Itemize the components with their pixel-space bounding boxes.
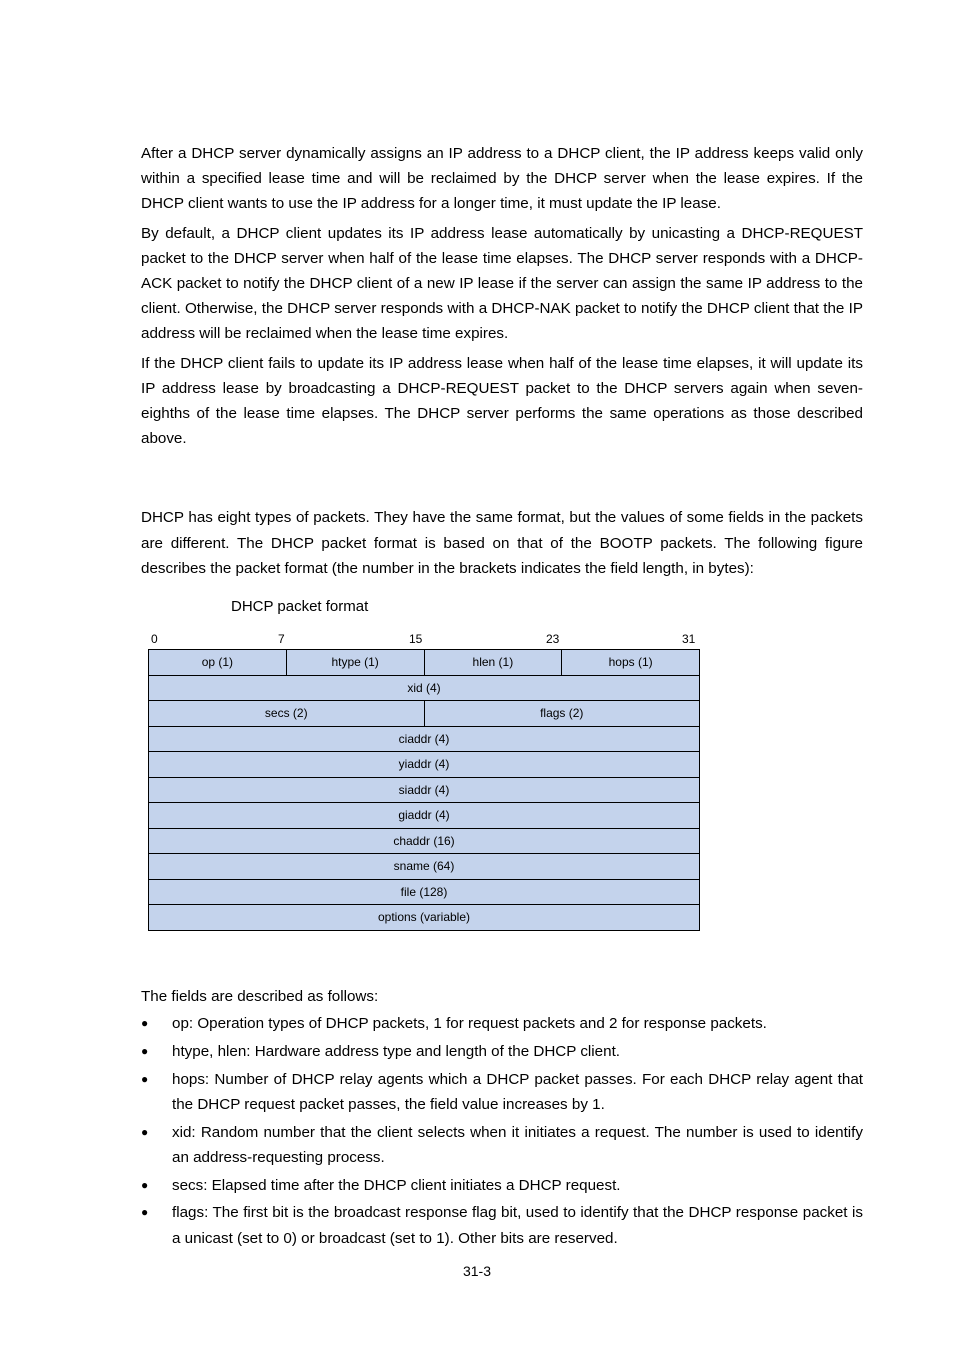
list-item-text: secs: Elapsed time after the DHCP client initiates a DHCP request. <box>172 1176 621 1194</box>
field-secs: secs (2) <box>149 701 424 726</box>
list-item-text: op: Operation types of DHCP packets, 1 for request packets and 2 for response packets. <box>172 1015 767 1032</box>
packet-row <box>149 676 699 702</box>
bullet-icon: ● <box>141 1205 149 1220</box>
bit-label: 7 <box>278 632 285 646</box>
field-siaddr: siaddr (4) <box>149 778 699 803</box>
bit-label: 15 <box>409 632 423 646</box>
bit-label: 31 <box>682 632 696 646</box>
list-item <box>141 1067 863 1117</box>
page-number: 31-3 <box>462 1263 492 1279</box>
list-item <box>141 1173 863 1198</box>
bit-label: 0 <box>151 632 158 646</box>
packet-row <box>149 701 699 727</box>
paragraph-lease-rebinding: If the DHCP client fails to update its IP address lease when half of the lease time elapses, it will update its IP address lease by broadcasting a DHCP-REQUEST packet to the DHCP servers again when seven-eighths of the lease time elapses. The DHCP server performs the same operations as those described above. <box>141 354 863 448</box>
packet-row <box>149 727 699 753</box>
bit-label: 23 <box>546 632 560 646</box>
packet-format-diagram <box>148 649 700 931</box>
field-yiaddr: yiaddr (4) <box>149 752 699 777</box>
field-ciaddr: ciaddr (4) <box>149 727 699 752</box>
bullet-icon: ● <box>141 1124 149 1139</box>
field-file: file (128) <box>149 880 699 905</box>
figure-title: DHCP packet format <box>231 598 369 615</box>
list-item <box>141 1200 863 1250</box>
list-item <box>141 1039 863 1064</box>
packet-row <box>149 829 699 855</box>
packet-row <box>149 650 699 676</box>
packet-row <box>149 752 699 778</box>
field-hlen: hlen (1) <box>424 650 562 675</box>
packet-row <box>149 905 699 931</box>
field-chaddr: chaddr (16) <box>149 829 699 854</box>
field-giaddr: giaddr (4) <box>149 803 699 828</box>
bullet-icon: ● <box>141 1016 149 1030</box>
fields-intro: The fields are described as follows: <box>141 988 379 1005</box>
field-options: options (variable) <box>149 905 699 930</box>
field-htype: htype (1) <box>286 650 424 675</box>
list-item <box>141 1120 863 1170</box>
packet-row <box>149 803 699 829</box>
field-flags: flags (2) <box>424 701 700 726</box>
list-item-text: flags: The first bit is the broadcast response flag bit, used to identify that the DHCP response packet is a unicast (set to 0) or broadcast (set to 1). Other bits are reserved. <box>172 1204 863 1247</box>
bullet-icon: ● <box>141 1071 149 1086</box>
list-item <box>141 1011 863 1036</box>
bullet-icon: ● <box>141 1177 149 1192</box>
packet-row <box>149 778 699 804</box>
packet-row <box>149 880 699 906</box>
field-op: op (1) <box>149 650 286 675</box>
list-item-text: hops: Number of DHCP relay agents which a DHCP packet passes. For each DHCP relay agent that the DHCP request packet passes, the field value increases by 1. <box>172 1070 863 1113</box>
field-sname: sname (64) <box>149 854 699 879</box>
field-description-list <box>141 1011 863 1253</box>
list-item-text: htype, hlen: Hardware address type and length of the DHCP client. <box>172 1042 621 1060</box>
field-xid: xid (4) <box>149 676 699 701</box>
paragraph-lease-renewal: By default, a DHCP client updates its IP address lease automatically by unicasting a DHCP-REQUEST packet to the DHCP server when half of the lease time elapses. The DHCP server responds with a DHCP-ACK packet to notify the DHCP client of a new IP lease if the server can assign the same IP address to the client. Otherwise, the DHCP server responds with a DHCP-NAK packet to notify the DHCP client that the IP address will be reclaimed when the lease time expires. <box>141 224 863 343</box>
main-content <box>141 141 863 585</box>
list-item-text: xid: Random number that the client selects when it initiates a request. The number is used to identify an address-requesting process. <box>172 1123 863 1166</box>
field-hops: hops (1) <box>561 650 699 675</box>
bit-position-labels <box>149 632 699 648</box>
paragraph-lease-validity: After a DHCP server dynamically assigns an IP address to a DHCP client, the IP address keeps valid only within a specified lease time and will be reclaimed by the DHCP server when the lease expires. If the DHCP client wants to use the IP address for a longer time, it must update the IP lease. <box>141 145 863 213</box>
packet-row <box>149 854 699 880</box>
bullet-icon: ● <box>141 1043 149 1058</box>
paragraph-packet-format: DHCP has eight types of packets. They have the same format, but the values of some fields in the packets are different. The DHCP packet format is based on that of the BOOTP packets. The following figure describes the packet format (the number in the brackets indicates the field length, in bytes): <box>141 509 863 577</box>
